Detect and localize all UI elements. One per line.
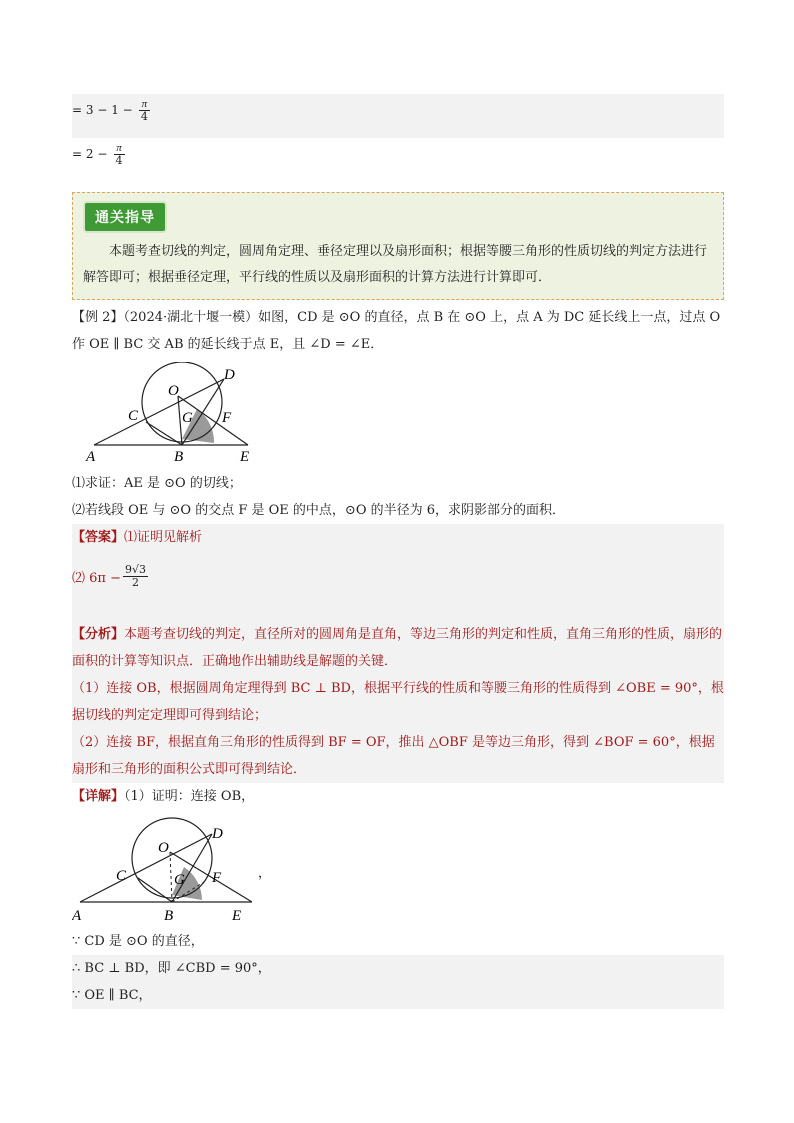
- circle-o: [132, 818, 212, 898]
- label-c: C: [128, 408, 139, 424]
- label-b: B: [164, 908, 174, 924]
- label-d: D: [224, 367, 235, 383]
- label-a: A: [86, 449, 96, 464]
- calc-line-2: [72, 138, 724, 186]
- detail-tag: 【详解】: [72, 789, 125, 804]
- label-o: O: [158, 840, 169, 856]
- analysis-tag: 【分析】: [72, 627, 125, 642]
- geometry-figure-2: [72, 812, 256, 924]
- line-ob-dashed: [170, 852, 172, 902]
- answer-line-2: [72, 551, 724, 601]
- question-1: ⑴求证：AE 是 ⊙O 的切线；: [72, 476, 242, 491]
- figure-1: [72, 362, 724, 464]
- frac-denominator: 4: [140, 110, 148, 123]
- calc-line-1-prefix: = 3 − 1 −: [72, 103, 133, 117]
- label-f: F: [222, 410, 232, 426]
- frac-denominator: 2: [123, 576, 148, 589]
- line-cb: [138, 878, 172, 902]
- detail-statement-1: ∵ CD 是 ⊙O 的直径，: [72, 934, 204, 949]
- frac-denominator: 4: [115, 154, 123, 167]
- label-f: F: [212, 870, 222, 886]
- label-g: G: [182, 410, 193, 426]
- label-e: E: [232, 908, 242, 924]
- question-2: ⑵若线段 OE 与 ⊙O 的交点 F 是 OE 的中点，⊙O 的半径为 6，求阴影部分的面积．: [72, 503, 566, 518]
- detail-statement-2: ∴ BC ⊥ BD，即 ∠CBD = 90°，: [72, 955, 724, 982]
- frac-numerator: 9√3: [124, 562, 146, 576]
- detail-intro-line: [72, 783, 724, 810]
- answer-2-frac: [123, 564, 148, 589]
- frac-numerator: π: [141, 98, 148, 110]
- label-a: A: [72, 908, 82, 924]
- analysis-block: [72, 601, 724, 783]
- label-g: G: [174, 872, 185, 888]
- geometry-figure-1: [72, 362, 252, 464]
- figure-2-comma: ，: [258, 866, 272, 881]
- example-stem: [72, 304, 724, 331]
- label-c: C: [116, 868, 127, 884]
- guide-badge: 通关指导: [83, 201, 167, 233]
- frac-numerator: π: [116, 142, 122, 154]
- label-e: E: [240, 449, 250, 464]
- label-d: D: [212, 826, 223, 842]
- example-stem-line-2: 作 OE ∥ BC 交 AB 的延长线于点 E，且 ∠D = ∠E．: [72, 337, 384, 352]
- answer-1: ⑴证明见解析: [124, 530, 203, 545]
- line-cb: [146, 422, 182, 445]
- calc-line-2-frac: [114, 142, 125, 167]
- example-source: （2024·湖北十堰一模）: [123, 310, 259, 325]
- label-o: O: [168, 383, 179, 399]
- guide-box: [72, 192, 724, 300]
- example-label: 【例 2】: [72, 310, 124, 325]
- answer-line-1: [72, 524, 724, 551]
- analysis-text-3: （2）连接 BF，根据直角三角形的性质得到 BF = OF，推出 △OBF 是等边三角形，得到 ∠BOF = 60°，根据扇形和三角形的面积公式即可得到结论．: [72, 735, 715, 777]
- detail-statement-3: ∵ OE ∥ BC，: [72, 982, 724, 1009]
- calc-line-1-frac: [139, 98, 150, 123]
- calc-line-2-prefix: = 2 −: [72, 147, 108, 161]
- answer-tag: 【答案】: [72, 530, 125, 545]
- page-content: [72, 94, 724, 1009]
- answer-2-prefix: ⑵ 6π −: [72, 570, 121, 586]
- calc-line-1: [72, 94, 724, 138]
- guide-text: 本题考查切线的判定，圆周角定理、垂径定理以及扇形面积；根据等腰三角形的性质切线的判定方法进行解答即可；根据垂径定理，平行线的性质以及扇形面积的计算方法进行计算即可．: [83, 244, 708, 285]
- detail-intro: （1）证明：连接 OB，: [124, 789, 255, 804]
- analysis-body-1: 本题考查切线的判定，直径所对的圆周角是直角，等边三角形的判定和性质，直角三角形的性质，扇形的面积的计算等知识点．正确地作出辅助线是解题的关键．: [72, 627, 723, 669]
- example-stem-1: 如图，CD 是 ⊙O 的直径，点 B 在 ⊙O 上，点 A 为 DC 延长线上一点，过点 O: [258, 310, 721, 325]
- figure-2-row: [72, 812, 724, 924]
- label-b: B: [174, 449, 184, 464]
- analysis-text-1: [72, 621, 724, 675]
- analysis-text-2: （1）连接 OB，根据圆周角定理得到 BC ⊥ BD，根据平行线的性质和等腰三角形的性质得到 ∠OBE = 90°，根据切线的判定定理即可得到结论；: [72, 681, 724, 723]
